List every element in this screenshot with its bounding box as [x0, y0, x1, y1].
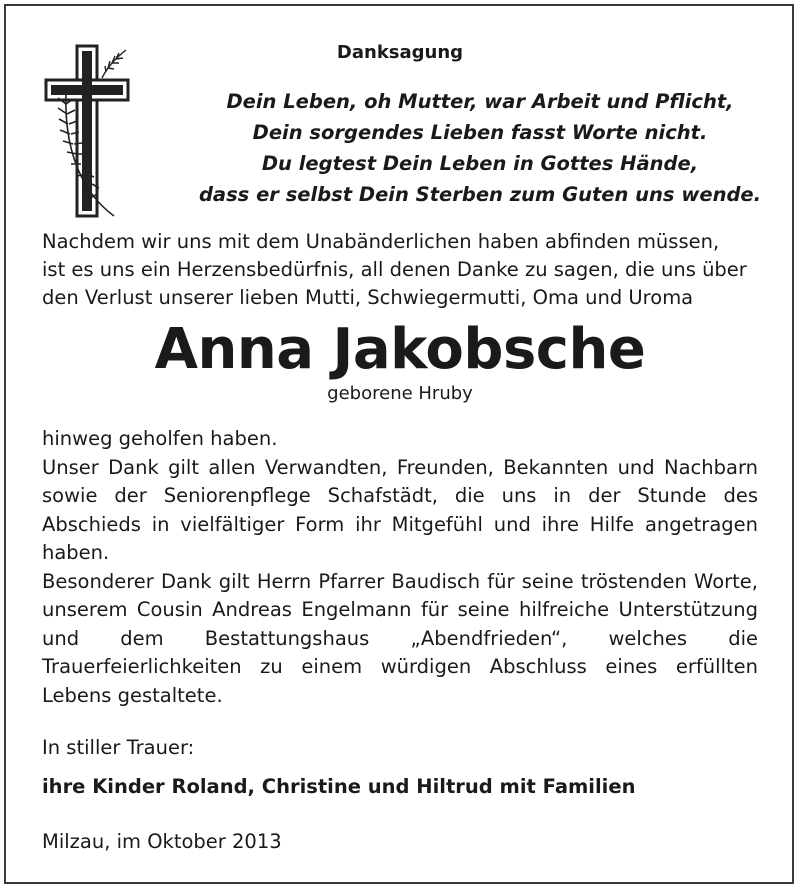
body-line: hinweg geholfen haben.: [42, 427, 278, 450]
body-paragraph: Unser Dank gilt allen Verwandten, Freunden, Bekannten und Nachbarn sowie der Seniorenpflege Schafstädt, die uns in der Stunde des Abschieds in vielfältiger Form ihr Mitgefühl und ihre Hilfe angetragen haben.: [42, 455, 758, 564]
intro-line: ist es uns ein Herzensbedürfnis, all denen Danke zu sagen, die uns über: [42, 258, 747, 281]
signers: ihre Kinder Roland, Christine und Hiltrud mit Familien: [42, 775, 636, 798]
verse-line: Dein Leben, oh Mutter, war Arbeit und Pflicht,: [226, 90, 734, 113]
mourning-line: In stiller Trauer:: [42, 736, 195, 759]
heading-title: Danksagung: [336, 42, 464, 63]
intro-text: [42, 228, 760, 312]
verse-line: Du legtest Dein Leben in Gottes Hände,: [261, 152, 699, 175]
place-date: Milzau, im Oktober 2013: [42, 830, 282, 853]
maiden-name: geborene Hruby: [327, 383, 473, 404]
memorial-verse: [170, 86, 790, 210]
intro-line: Nachdem wir uns mit dem Unabänderlichen haben abfinden müssen,: [42, 230, 720, 253]
verse-line: dass er selbst Dein Sterben zum Guten uns wende.: [198, 183, 762, 206]
intro-line: den Verlust unserer lieben Mutti, Schwiegermutti, Oma und Uroma: [42, 286, 694, 309]
verse-line: Dein sorgendes Lieben fasst Worte nicht.: [252, 121, 708, 144]
deceased-name: Anna Jakobsche: [154, 317, 646, 382]
body-paragraph: Besonderer Dank gilt Herrn Pfarrer Baudisch für seine tröstenden Worte, unserem Cousin Andreas Engelmann für seine hilfreiche Unterstützung und dem Bestattungshaus „Abendfrieden“, welches die Trauerfeierlichkeiten zu einem würdigen Abschluss eines erfüllten Lebens gestaltete.: [42, 569, 758, 707]
cross-with-palm-branch-icon: [44, 44, 130, 219]
thanks-body: [42, 425, 758, 710]
